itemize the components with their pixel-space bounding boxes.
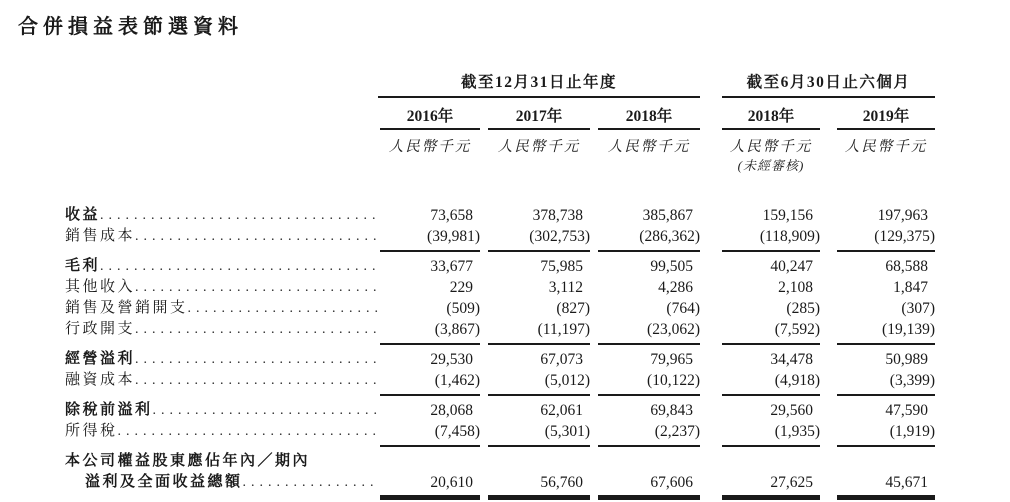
label-column-spacer [65,104,378,130]
rule-cell [590,340,700,349]
rule-cell [700,391,820,400]
value-cell: 197,963 [877,207,928,224]
unit-header: 人民幣千元 [497,139,581,155]
unaudited-note: (未經審核) [737,158,805,173]
value-cell: 45,671 [885,474,928,491]
rule-cell [590,493,700,502]
dot-leader [135,370,378,391]
value-cell: 27,625 [770,474,813,491]
rule-cell [378,247,480,256]
dot-leader [188,298,378,319]
dot-leader [135,349,378,370]
value-cell: (286,362) [639,228,700,245]
table-row [65,349,935,370]
page-title: 合併損益表節選資料 [18,16,243,38]
value-cell: (302,753) [529,228,590,245]
row-label: 銷售成本 ..... [65,226,378,247]
row-label: 融資成本 ..... [65,370,378,391]
rule-cell [590,391,700,400]
dot-leader [118,421,378,442]
value-cell: 62,061 [540,402,583,419]
label-column-spacer [65,70,378,98]
value-cell: 378,738 [532,207,583,224]
value-cell: (5,012) [544,372,590,389]
value-cell: 385,867 [642,207,693,224]
value-cell: (1,919) [889,423,935,440]
rule-cell [378,340,480,349]
year-header-2018-interim: 2018年 [700,104,820,130]
row-label: 所得稅 ..... [65,421,378,442]
note-spacer [590,157,700,175]
single-rule [65,391,935,400]
table-row [65,370,935,391]
column-group-annual-label: 截至12月31日止年度 [378,70,700,98]
column-group-annual [378,70,700,98]
value-cell: 28,068 [430,402,473,419]
rule-cell [378,391,480,400]
value-cell: 159,156 [762,207,813,224]
row-label: 毛利 ..... [65,256,378,277]
value-cell: (307) [901,300,935,317]
value-cell: (11,197) [537,321,590,338]
rule-cell [480,340,590,349]
unit-header: 人民幣千元 [607,139,691,155]
rule-cell [820,493,935,502]
row-label: 其他收入 ..... [65,277,378,298]
value-cell: 73,658 [430,207,473,224]
table-row [65,256,935,277]
value-cell: 67,606 [650,474,693,491]
rule-cell [480,391,590,400]
value-cell: 79,965 [650,351,693,368]
value-cell: (509) [446,300,480,317]
double-rule [65,493,935,502]
value-cell: (5,301) [544,423,590,440]
value-cell: (118,909) [759,228,820,245]
label-column-spacer [65,157,378,175]
dot-leader [100,256,378,277]
value-cell: 29,560 [770,402,813,419]
year-header-2018: 2018年 [590,104,700,130]
value-cell: (4,918) [774,372,820,389]
value-cell: 75,985 [540,258,583,275]
column-group-interim [700,70,935,98]
value-cell: 2,108 [778,279,813,296]
rule-cell [820,442,935,451]
value-cell: (23,062) [647,321,700,338]
year-header-2017: 2017年 [480,104,590,130]
note-spacer [480,157,590,175]
value-cell: (1,935) [774,423,820,440]
value-cell: (129,375) [874,228,935,245]
value-cell: 67,073 [540,351,583,368]
row-label: 銷售及營銷開支 ..... [65,298,378,319]
value-cell: 68,588 [885,258,928,275]
unit-header: 人民幣千元 [729,139,813,155]
table-row [65,421,935,442]
income-statement-table [65,70,935,502]
dot-leader [100,205,378,226]
value-cell: (827) [556,300,590,317]
note-spacer [820,157,935,175]
value-cell: 229 [449,279,473,296]
value-cell: 47,590 [885,402,928,419]
value-cell: 1,847 [893,279,928,296]
label-column-spacer [65,137,378,157]
year-header-2016: 2016年 [378,104,480,130]
single-rule [65,340,935,349]
rule-cell [480,247,590,256]
rule-cell [378,493,480,502]
rule-cell [590,247,700,256]
rule-cell [700,340,820,349]
value-cell: (19,139) [882,321,935,338]
table-row [65,226,935,247]
table-row [65,205,935,226]
value-cell: (7,458) [434,423,480,440]
dot-leader [135,319,378,340]
unaudited-note-row [65,157,935,175]
rule-cell [700,493,820,502]
value-cell: 56,760 [540,474,583,491]
value-cell: 33,677 [430,258,473,275]
value-cell: (1,462) [434,372,480,389]
value-cell: 99,505 [650,258,693,275]
value-cell: 29,530 [430,351,473,368]
value-cell: (3,399) [889,372,935,389]
table-row [65,319,935,340]
year-header-2019: 2019年 [820,104,935,130]
value-cell: (39,981) [427,228,480,245]
column-group-header-row [65,70,935,98]
value-cell: 4,286 [658,279,693,296]
value-cell: 20,610 [430,474,473,491]
rule-cell [820,391,935,400]
value-cell: (3,867) [434,321,480,338]
value-cell: 69,843 [650,402,693,419]
row-label: 本公司權益股東應佔年內／期內 溢利及全面收益總額 ..... [65,451,378,493]
row-label: 行政開支 ..... [65,319,378,340]
table-body [65,205,935,502]
dot-leader [135,226,378,247]
value-cell: (285) [786,300,820,317]
rule-cell [590,442,700,451]
value-cell: (10,122) [647,372,700,389]
row-label: 除稅前溢利 ..... [65,400,378,421]
unit-header: 人民幣千元 [844,139,928,155]
value-cell: (764) [666,300,700,317]
value-cell: 3,112 [548,279,583,296]
row-label: 收益 ..... [65,205,378,226]
dot-leader [135,277,378,298]
note-spacer [378,157,480,175]
unit-header: 人民幣千元 [388,139,472,155]
single-rule [65,247,935,256]
year-header-row [65,104,935,130]
table-row [65,400,935,421]
value-cell: 40,247 [770,258,813,275]
rule-cell [378,442,480,451]
dot-leader [153,400,378,421]
currency-unit-row [65,137,935,157]
rule-cell [700,247,820,256]
value-cell: (7,592) [774,321,820,338]
table-row [65,298,935,319]
row-label: 經營溢利 ..... [65,349,378,370]
rule-cell [820,340,935,349]
value-cell: (2,237) [654,423,700,440]
rule-cell [820,247,935,256]
single-rule [65,442,935,451]
dot-leader [243,472,378,493]
table-row [65,451,935,493]
rule-cell [480,493,590,502]
table-row [65,277,935,298]
rule-cell [480,442,590,451]
value-cell: 50,989 [885,351,928,368]
value-cell: 34,478 [770,351,813,368]
column-group-interim-label: 截至6月30日止六個月 [722,70,935,98]
rule-cell [700,442,820,451]
